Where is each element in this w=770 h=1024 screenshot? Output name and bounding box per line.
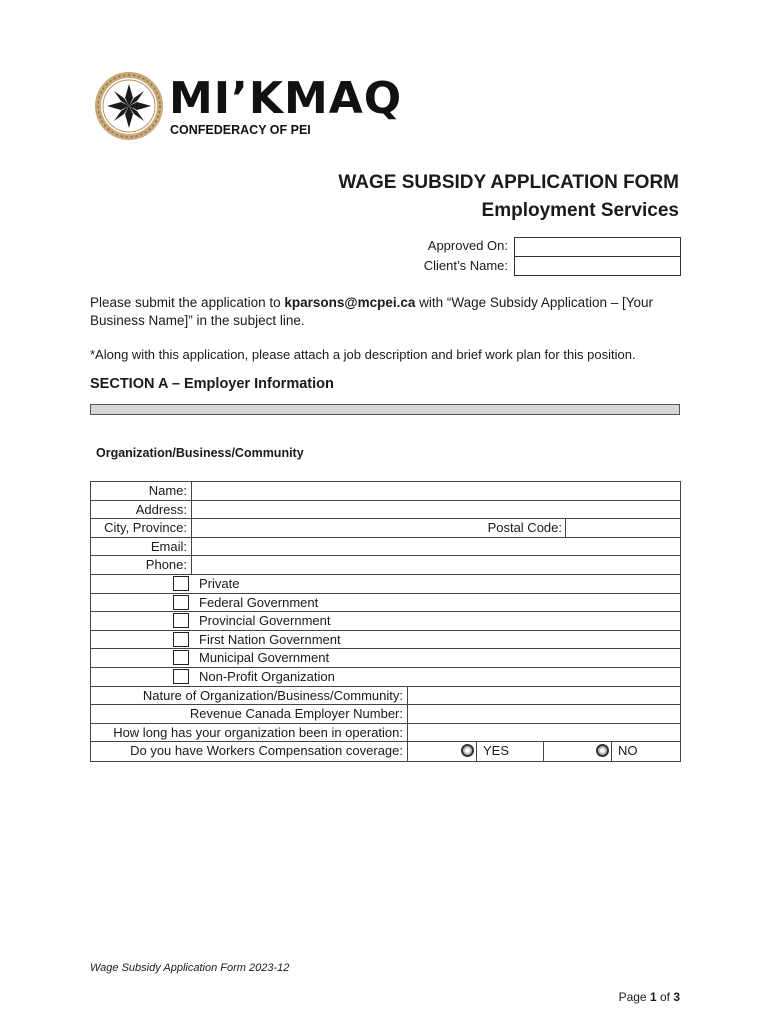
client-name-label: Client’s Name:: [423, 258, 508, 273]
address-field[interactable]: [192, 501, 680, 519]
table-row: [91, 594, 680, 613]
nature-field[interactable]: [408, 687, 680, 705]
table-row: [91, 482, 680, 501]
section-divider-bar: [90, 404, 680, 415]
table-row: [91, 724, 680, 743]
table-row: [91, 668, 680, 687]
table-row: [91, 649, 680, 668]
org-type-nonprofit-checkbox[interactable]: [173, 669, 189, 684]
phone-label: Phone:: [145, 557, 187, 573]
workers-comp-label: Do you have Workers Compensation coverage:: [130, 743, 403, 759]
name-field[interactable]: [192, 482, 680, 500]
org-type-provincial-label: Provincial Government: [199, 613, 331, 629]
phone-field[interactable]: [192, 556, 680, 574]
workers-comp-no-label: NO: [618, 743, 638, 759]
org-type-municipal-label: Municipal Government: [199, 650, 330, 666]
cell-divider: [543, 742, 544, 761]
org-type-first-nation-label: First Nation Government: [199, 631, 341, 647]
revenue-number-field[interactable]: [408, 705, 680, 723]
table-row: [91, 742, 680, 761]
table-row: [91, 538, 680, 557]
table-row: [91, 501, 680, 520]
table-row: [91, 556, 680, 575]
form-subtitle: Employment Services: [481, 200, 679, 221]
approved-on-field[interactable]: [514, 237, 681, 257]
workers-comp-yes-label: YES: [483, 743, 510, 759]
nature-label: Nature of Organization/Business/Community:: [142, 687, 403, 703]
instructions-post: with “Wage Subsidy Application – [Your Business Name]” in the subject line.: [90, 295, 653, 328]
org-type-private-label: Private: [199, 575, 240, 591]
table-row: [91, 575, 680, 594]
form-title: WAGE SUBSIDY APPLICATION FORM: [338, 172, 679, 193]
table-row: [91, 631, 680, 650]
how-long-field[interactable]: [408, 724, 680, 742]
form-version-footer: Wage Subsidy Application Form 2023-12: [90, 962, 290, 974]
logo-subtitle: CONFEDERACY OF PEI: [170, 123, 311, 137]
address-label: Address:: [135, 501, 187, 517]
org-type-provincial-checkbox[interactable]: [173, 613, 189, 628]
postal-code-field[interactable]: [566, 519, 680, 537]
org-type-municipal-checkbox[interactable]: [173, 650, 189, 665]
table-row: [91, 612, 680, 631]
cell-divider: [476, 742, 477, 761]
cell-divider: [407, 742, 408, 761]
page-of: of: [656, 990, 674, 1004]
table-row: [91, 519, 680, 538]
workers-comp-yes-radio[interactable]: [461, 744, 474, 757]
approved-on-label: Approved On:: [427, 238, 508, 253]
contact-email-link[interactable]: kparsons@mcpei.ca: [284, 295, 416, 310]
total-pages: 3: [673, 990, 680, 1004]
org-type-nonprofit-label: Non-Profit Organization: [199, 668, 335, 684]
org-type-federal-label: Federal Government: [199, 594, 319, 610]
client-name-field[interactable]: [514, 256, 681, 276]
page-prefix: Page: [618, 990, 650, 1004]
workers-comp-no-radio[interactable]: [596, 744, 609, 757]
page-number: [619, 990, 680, 1004]
employer-info-table: [90, 481, 681, 762]
city-province-label: City, Province:: [104, 520, 187, 536]
name-label: Name:: [148, 483, 187, 498]
section-a-heading: SECTION A – Employer Information: [90, 376, 334, 392]
attachment-note: *Along with this application, please attach a job description and brief work plan for this position.: [90, 347, 636, 362]
email-field[interactable]: [192, 538, 680, 556]
logo-title: MI’KMAQ: [169, 73, 403, 124]
mikmaq-logo-icon: [95, 72, 163, 140]
instructions-pre: Please submit the application to: [90, 295, 285, 310]
org-type-first-nation-checkbox[interactable]: [173, 632, 189, 647]
revenue-number-label: Revenue Canada Employer Number:: [189, 706, 403, 722]
how-long-label: How long has your organization been in operation:: [113, 724, 403, 740]
table-row: [91, 705, 680, 724]
submission-instructions: [90, 294, 690, 330]
cell-divider: [611, 742, 612, 761]
table-row: [91, 687, 680, 706]
org-type-private-checkbox[interactable]: [173, 576, 189, 591]
postal-code-label: Postal Code:: [487, 520, 562, 536]
email-label: Email:: [150, 538, 187, 554]
organization-subheading: Organization/Business/Community: [96, 446, 304, 460]
current-page: 1: [649, 990, 657, 1004]
org-type-federal-checkbox[interactable]: [173, 595, 189, 610]
